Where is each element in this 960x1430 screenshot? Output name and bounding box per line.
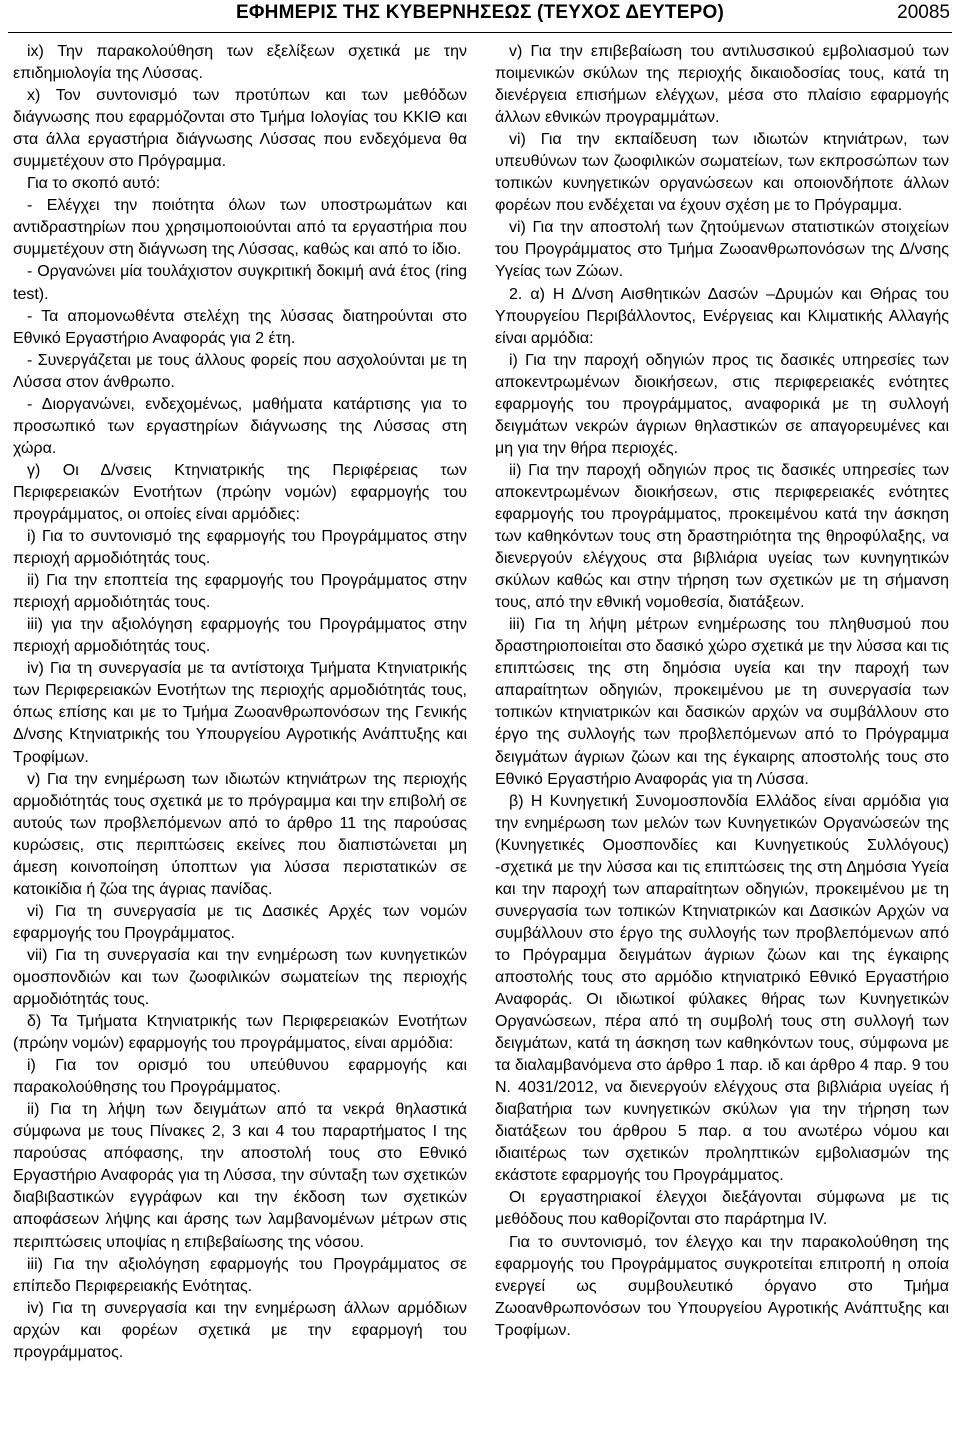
paragraph: vi) Για την εκπαίδευση των ιδιωτών κτηνιάτρων, των υπευθύνων των ζωοφιλικών σωματείων, των εκπροσώπων των τοπικών κυνηγετικών οργανώσεων και οποιονδήποτε άλλων φορέων που ενδέχεται να έχουν σχέση με το Πρόγραμμα. [495, 131, 949, 215]
paragraph: iv) Για τη συνεργασία και την ενημέρωση άλλων αρμόδιων αρχών και φορέων σχετικά με την εφαρμογή του προγράμματος. [13, 1299, 467, 1361]
paragraph: vi) Για τη συνεργασία με τις Δασικές Αρχές των νομών εφαρμογής του Προγράμματος. [13, 902, 467, 942]
paragraph: - Τα απομονωθέντα στελέχη της λύσσας διατηρούνται στο Εθνικό Εργαστήριο Αναφοράς για 2 έτη. [13, 307, 467, 347]
paragraph: 2. α) Η Δ/νση Αισθητικών Δασών –Δρυμών και Θήρας του Υπουργείου Περιβάλλοντος, Ενέργειας και Κλιματικής Αλλαγής είναι αρμόδια: [495, 285, 949, 347]
paragraph: - Συνεργάζεται με τους άλλους φορείς που ασχολούνται με τη Λύσσα στον άνθρωπο. [13, 351, 467, 391]
page-number: 20085 [897, 2, 950, 23]
paragraph: Για το σκοπό αυτό: [27, 175, 161, 193]
paragraph: ii) Για την παροχή οδηγιών προς τις δασικές υπηρεσίες των αποκεντρωμένων διοικήσεων, στις περιφερειακές ενότητες εφαρμογής του προγράμματος, προκειμένου κατά την άσκηση των καθηκόντων τους στη δραστηριότητα της θηροφύλαξης, να διενεργούν ελέγχους στα βιβλιάρια υγείας των κυνηγητικών σκύλων καθώς και στην τήρηση των σχετικών με τη σήμανση τους, από την εθνική νομοθεσία, διατάξεων. [495, 461, 949, 612]
paragraph: i) Για την παροχή οδηγιών προς τις δασικές υπηρεσίες των αποκεντρωμένων διοικήσεων, στις περιφερειακές ενότητες εφαρμογής του προγράμματος, αναφορικά με τη συλλογή δειγμάτων νεκρών άγριων θηλαστικών σε απαγορευμένες και μη για την θήρα περιοχές. [495, 351, 949, 457]
paragraph: ii) Για τη λήψη των δειγμάτων από τα νεκρά θηλαστικά σύμφωνα με τους Πίνακες 2, 3 και 4 του παραρτήματος Ι της παρούσας απόφασης, την αποστολή τους στο Εθνικό Εργαστήριο Αναφοράς για τη Λύσσα, την σύνταξη των σχετικών διαβιβαστικών εγγράφων και την έκδοση των σχετικών αποφάσεων λήψης και άρσης των λαμβανομένων μέτρων στις περιπτώσεις υποψίας η επιβεβαίωσης της νόσου. [13, 1101, 467, 1251]
paragraph: - Διοργανώνει, ενδεχομένως, μαθήματα κατάρτισης για το προσωπικό των εργαστηρίων διάγνωσης της Λύσσας στη χώρα. [13, 395, 467, 457]
paragraph: iv) Για τη συνεργασία με τα αντίστοιχα Τμήματα Κτηνιατρικής των Περιφερειακών Ενοτήτων της περιοχής αρμοδιότητάς τους, όπως επίσης και με το Τμήμα Ζωοανθρωπονόσων της Γενικής Δ/νσης Κτηνιατρικής του Υπουργείου Αγροτικής Ανάπτυξης και Τροφίμων. [13, 660, 467, 766]
paragraph: i) Για το συντονισμό της εφαρμογής του Προγράμματος στην περιοχή αρμοδιότητάς τους. [13, 528, 467, 568]
paragraph: γ) Οι Δ/νσεις Κτηνιατρικής της Περιφέρειας των Περιφερειακών Ενοτήτων (πρώην νομών) εφαρμογής του προγράμματος, οι οποίες είναι αρμόδιες: [13, 461, 467, 523]
paragraph: iii) για την αξιολόγηση εφαρμογής του Προγράμματος στην περιοχή αρμοδιότητάς τους. [13, 616, 467, 656]
paragraph: - Οργανώνει μία τουλάχιστον συγκριτική δοκιμή ανά έτος (ring test). [13, 263, 467, 303]
right-column [495, 41, 949, 1426]
paragraph: Οι εργαστηριακοί έλεγχοι διεξάγονται σύμφωνα με τις μεθόδους που καθορίζονται στο παράρτημα IV. [495, 1189, 949, 1229]
paragraph: v) Για την επιβεβαίωση του αντιλυσσικού εμβολιασμού των ποιμενικών σκύλων της περιοχής δικαιοδοσίας τους, κατά τη διενέργεια επισήμων ελέγχων, μέσα στο πλαίσιο εφαρμογής άλλων εθνικών προγραμμάτων. [495, 43, 949, 127]
paragraph: iii) Για την αξιολόγηση εφαρμογής του Προγράμματος σε επίπεδο Περιφερειακής Ενότητας. [13, 1255, 467, 1295]
paragraph: ix) Την παρακολούθηση των εξελίξεων σχετικά με την επιδημιολογία της Λύσσας. [13, 43, 467, 83]
header-rule [8, 32, 952, 33]
paragraph: x) Τον συντονισμό των προτύπων και των μεθόδων διάγνωσης που εφαρμόζονται στο Τμήμα Ιολογίας του ΚΚΙΘ και στα άλλα εργαστήρια διάγνωσης Λύσσας που ενδεχόμενα θα συμμετέχουν στο Πρόγραμμα. [13, 87, 467, 171]
paragraph: - Ελέγχει την ποιότητα όλων των υποστρωμάτων και αντιδραστηρίων που χρησιμοποιούνται από τα εργαστήρια που συμμετέχουν στη διάγνωση της Λύσσας, καθώς και από το ίδιο. [13, 197, 467, 259]
paragraph: vi) Για την αποστολή των ζητούμενων στατιστικών στοιχείων του Προγράμματος στο Τμήμα Ζωοανθρωπονόσων της Δ/νσης Υγείας των Ζώων. [495, 219, 949, 281]
paragraph: v) Για την ενημέρωση των ιδιωτών κτηνιάτρων της περιοχής αρμοδιότητάς τους σχετικά με το πρόγραμμα και την επιβολή σε αυτούς των προβλεπόμενων από το άρθρο 11 της παρούσας κυρώσεις, στις περιπτώσεις εκείνες που διαπιστώνεται μη άμεση κοινοποίηση ύποπτων για λύσσα περιστατικών σε κατοικίδια ή ζώα της άγριας πανίδας. [13, 770, 467, 898]
paragraph: vii) Για τη συνεργασία και την ενημέρωση των κυνηγετικών ομοσπονδιών και των ζωοφιλικών σωματείων της περιοχής αρμοδιότητάς τους. [13, 946, 467, 1009]
gazette-title: ΕΦΗΜΕΡΙΣ ΤΗΣ ΚΥΒΕΡΝΗΣΕΩΣ (ΤΕΥΧΟΣ ΔΕΥΤΕΡΟ) [236, 2, 724, 23]
page-header [0, 0, 960, 36]
paragraph: ii) Για την εποπτεία της εφαρμογής του Προγράμματος στην περιοχή αρμοδιότητάς τους. [13, 572, 467, 612]
paragraph: iii) Για τη λήψη μέτρων ενημέρωσης του πληθυσμού που δραστηριοποιείται στο δασικό χώρο σχετικά με την λύσσα και τις επιπτώσεις της στη δημόσια υγεία και την παροχή των απαραίτητων οδηγιών, προκειμένου με τη συνεργασία των τοπικών κτηνιατρικών και δασικών αρχών να συμβάλλουν στο έργο της συλλογής των προβλεπόμενων από το Πρόγραμμα δειγμάτων άγριων ζώων και της έγκαιρης αποστολής τους στο Εθνικό Εργαστήριο Αναφοράς για τη Λύσσα. [495, 616, 949, 788]
paragraph: δ) Τα Τμήματα Κτηνιατρικής των Περιφερειακών Ενοτήτων (πρώην νομών) εφαρμογής του προγράμματος, είναι αρμόδια: [13, 1013, 467, 1053]
paragraph: Για το συντονισμό, τον έλεγχο και την παρακολούθηση της εφαρμογής του Προγράμματος συγκροτείται επιτροπή η οποία ενεργεί ως συμβουλευτικό όργανο στο Τμήμα Ζωοανθρωπονόσων του Υπουργείου Αγροτικής Ανάπτυξης και Τροφίμων. [495, 1233, 949, 1339]
paragraph: i) Για τον ορισμό του υπεύθυνου εφαρμογής και παρακολούθησης του Προγράμματος. [13, 1057, 467, 1097]
left-column [13, 41, 467, 1426]
paragraph: β) Η Κυνηγετική Συνομοσπονδία Ελλάδος είναι αρμόδια για την ενημέρωση των μελών των Κυνηγετικών Οργανώσεών της (Κυνηγετικές Ομοσπονδίες και Κυνηγετικούς Συλλόγους) -σχετικά με την λύσσα και τις επιπτώσεις της στη Δημόσια Υγεία και την παροχή των απαραίτητων οδηγιών, προκειμένου με τη συνεργασία των τοπικών Κτηνιατρικών και Δασικών Αρχών να συμβάλλουν στο έργο της συλλογής των προβλεπόμενων από το Πρόγραμμα δειγμάτων άγριων ζώων και της έγκαιρης αποστολής τους στο αρμόδιο κτηνιατρικό Εθνικό Εργαστήριο Αναφοράς. Οι ιδιωτικοί φύλακες θήρας των Κυνηγετικών Οργανώσεων, πέρα από τη συμβολή τους στη συλλογή των δειγμάτων, κατά τη άσκηση των καθηκόντων τους, σύμφωνα με τα διαλαμβανόμενα στο άρθρο 1 παρ. ιδ και άρθρο 4 παρ. 9 του Ν. 4031/2012, να διενεργούν ελέγχους στα βιβλιάρια υγείας ή διαβατήρια των κυνηγετικών σκύλων για την τήρηση των διατάξεων του άρθρου 5 παρ. α του ανωτέρω νόμου και ιδιαιτέρως των σχετικών προληπτικών εμβολιασμών της εκάστοτε εφαρμογής του Προγράμματος. [495, 792, 949, 1185]
